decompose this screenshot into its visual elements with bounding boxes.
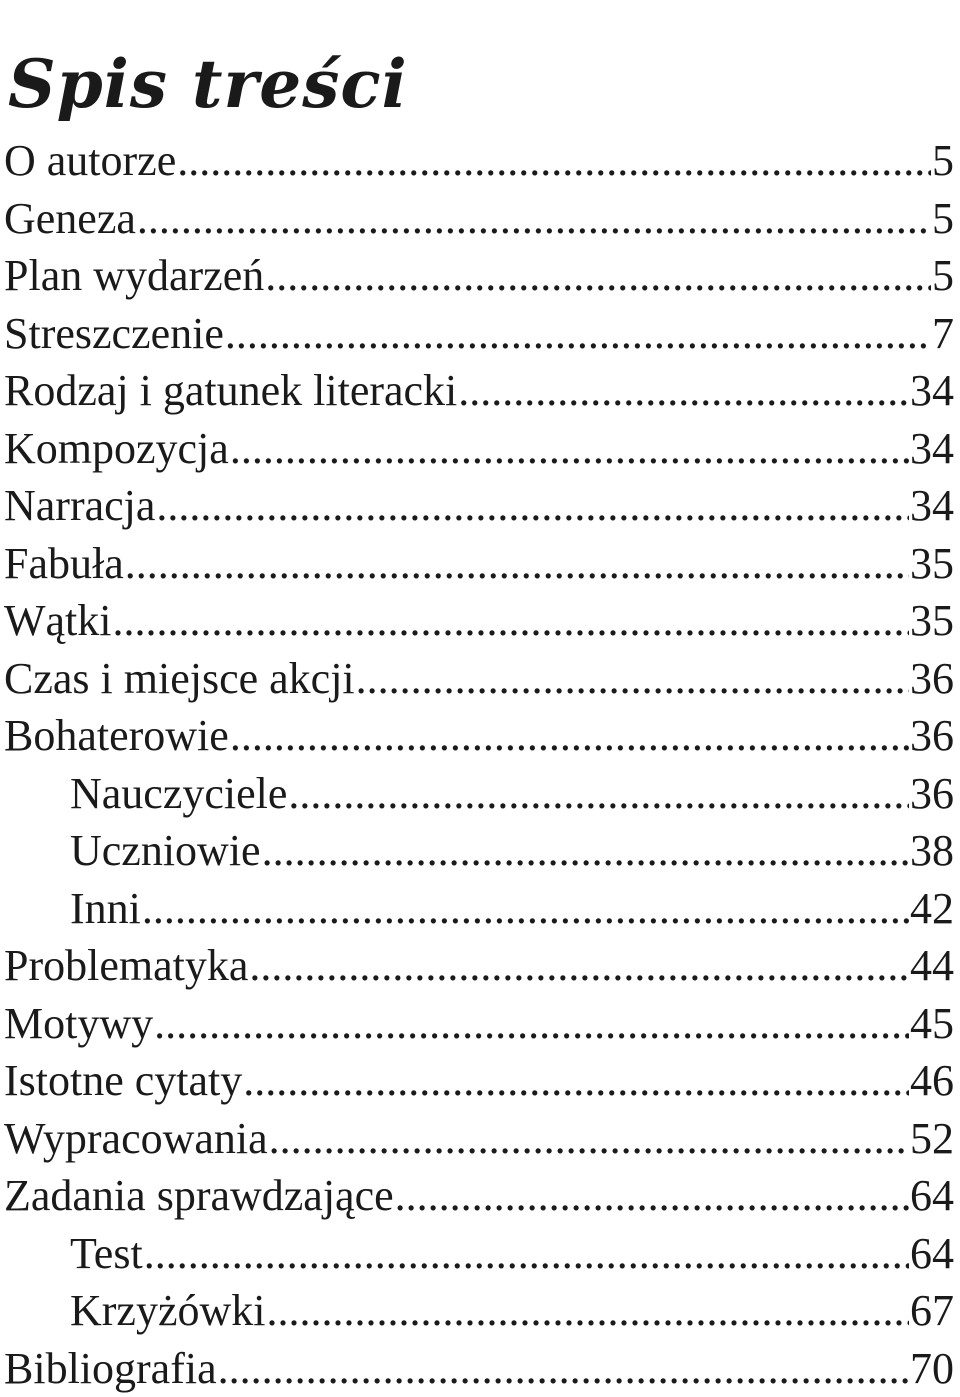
toc-page-number: 42 <box>910 880 954 938</box>
toc-page-number: 67 <box>910 1282 954 1340</box>
toc-entry[interactable] <box>4 707 954 765</box>
toc-entry-label: Narracja <box>4 477 155 535</box>
toc-page-number: 36 <box>910 765 954 823</box>
toc-entry[interactable] <box>4 132 954 190</box>
toc-entry[interactable] <box>4 592 954 650</box>
toc-entry[interactable] <box>4 362 954 420</box>
dot-leader <box>125 535 909 593</box>
toc-page-number: 64 <box>910 1167 954 1225</box>
toc-page-number: 5 <box>932 190 954 248</box>
dot-leader <box>395 1167 909 1225</box>
dot-leader <box>458 362 909 420</box>
dot-leader <box>156 477 909 535</box>
toc-entry-label: Plan wydarzeń <box>4 247 264 305</box>
toc-page-number: 38 <box>910 822 954 880</box>
dot-leader <box>113 592 909 650</box>
toc-entry[interactable] <box>4 1052 954 1110</box>
page-title: Spis treści <box>8 44 408 124</box>
toc-subentry[interactable] <box>4 822 954 880</box>
toc-entry-label: Bohaterowie <box>4 707 229 765</box>
toc-entry-label: Motywy <box>4 995 153 1053</box>
dot-leader <box>142 880 909 938</box>
toc-entry-label: Test <box>70 1225 143 1283</box>
dot-leader <box>269 1110 909 1168</box>
toc-entry[interactable] <box>4 1340 954 1397</box>
toc-entry-label: Problematyka <box>4 937 248 995</box>
toc-page-number: 34 <box>910 362 954 420</box>
toc-page-number: 5 <box>932 247 954 305</box>
dot-leader <box>218 1340 909 1397</box>
toc-subentry[interactable] <box>4 765 954 823</box>
dot-leader <box>154 995 909 1053</box>
toc-entry[interactable] <box>4 995 954 1053</box>
dot-leader <box>243 1052 909 1110</box>
toc-entry[interactable] <box>4 477 954 535</box>
toc-page-number: 45 <box>910 995 954 1053</box>
toc-entry-label: Krzyżówki <box>70 1282 266 1340</box>
dot-leader <box>265 247 931 305</box>
toc-entry[interactable] <box>4 535 954 593</box>
toc-entry[interactable] <box>4 190 954 248</box>
toc-entry-label: Zadania sprawdzające <box>4 1167 394 1225</box>
dot-leader <box>288 765 909 823</box>
toc-entry-label: Geneza <box>4 190 136 248</box>
dot-leader <box>267 1282 910 1340</box>
toc-entry-label: Kompozycja <box>4 420 229 478</box>
toc-page-number: 7 <box>932 305 954 363</box>
toc-page-number: 34 <box>910 420 954 478</box>
toc-subentry[interactable] <box>4 1282 954 1340</box>
toc-page-number: 35 <box>910 592 954 650</box>
toc-page-number: 34 <box>910 477 954 535</box>
toc-entry[interactable] <box>4 305 954 363</box>
toc-entry-label: Wątki <box>4 592 112 650</box>
dot-leader <box>230 420 909 478</box>
toc-entry-label: Inni <box>70 880 141 938</box>
dot-leader <box>177 132 931 190</box>
dot-leader <box>262 822 909 880</box>
toc-entry-label: Nauczyciele <box>70 765 287 823</box>
toc-page-number: 44 <box>910 937 954 995</box>
toc-entry[interactable] <box>4 937 954 995</box>
toc-page-number: 35 <box>910 535 954 593</box>
toc-entry[interactable] <box>4 1167 954 1225</box>
dot-leader <box>249 937 909 995</box>
toc-entry-label: Istotne cytaty <box>4 1052 242 1110</box>
dot-leader <box>225 305 931 363</box>
toc-subentry[interactable] <box>4 880 954 938</box>
toc-entry[interactable] <box>4 420 954 478</box>
toc-entry-label: Rodzaj i gatunek literacki <box>4 362 457 420</box>
toc-subentry[interactable] <box>4 1225 954 1283</box>
dot-leader <box>356 650 909 708</box>
toc-entry-label: Fabuła <box>4 535 124 593</box>
toc-entry[interactable] <box>4 650 954 708</box>
toc-entry-label: Uczniowie <box>70 822 261 880</box>
toc-entry[interactable] <box>4 247 954 305</box>
toc-entry-label: Wypracowania <box>4 1110 268 1168</box>
dot-leader <box>137 190 931 248</box>
dot-leader <box>144 1225 909 1283</box>
toc-entry-label: Bibliografia <box>4 1340 217 1397</box>
dot-leader <box>230 707 909 765</box>
toc-entry-label: O autorze <box>4 132 176 190</box>
toc-page-number: 52 <box>910 1110 954 1168</box>
toc-page-number: 70 <box>910 1340 954 1397</box>
toc-page-number: 64 <box>910 1225 954 1283</box>
toc-page-number: 5 <box>932 132 954 190</box>
toc-entry-label: Czas i miejsce akcji <box>4 650 355 708</box>
toc-page-number: 36 <box>910 707 954 765</box>
toc-entry-label: Streszczenie <box>4 305 224 363</box>
table-of-contents <box>4 132 954 1397</box>
toc-page-number: 36 <box>910 650 954 708</box>
toc-entry[interactable] <box>4 1110 954 1168</box>
toc-page-number: 46 <box>910 1052 954 1110</box>
